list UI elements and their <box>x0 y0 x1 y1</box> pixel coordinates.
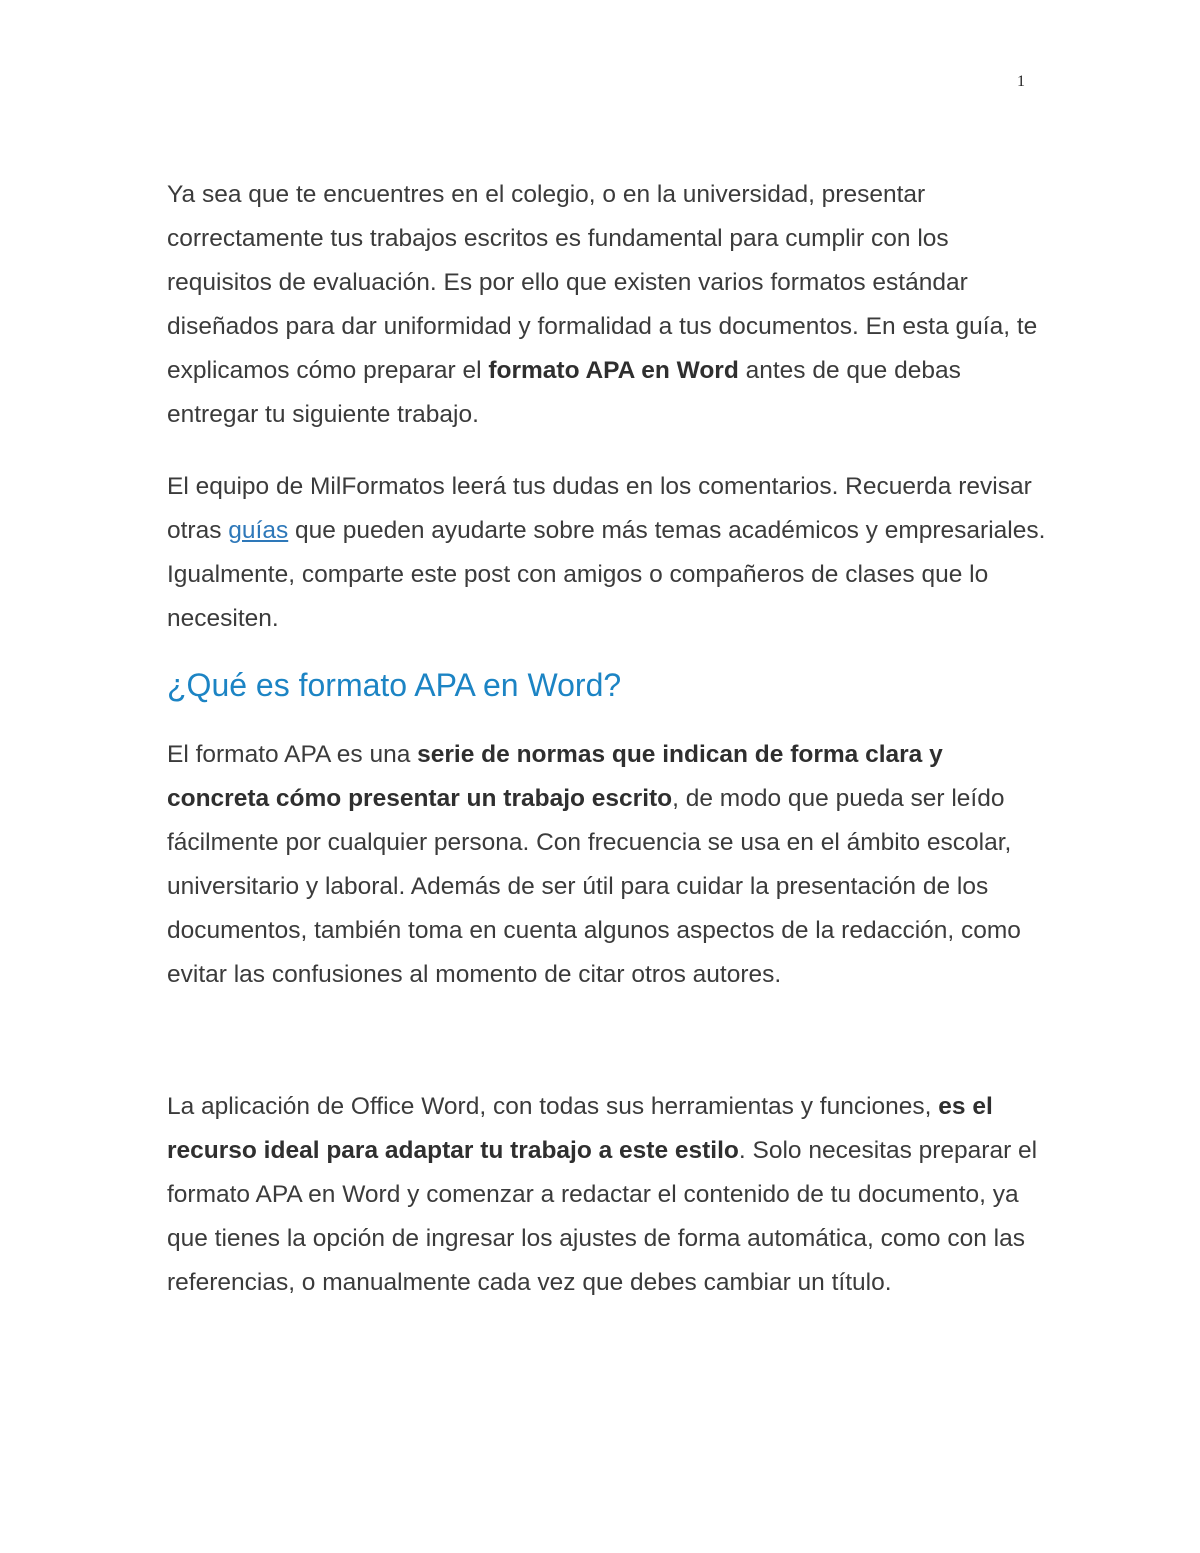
section-heading: ¿Qué es formato APA en Word? <box>167 667 622 703</box>
intro-paragraph <box>167 173 1047 437</box>
team-text-start: El equipo de MilFormatos leerá tus dudas en los comentarios. Recuerda revisar otras <box>167 473 1032 544</box>
definition-text-end: , de modo que pueda ser leído fácilmente por cualquier persona. Con frecuencia se usa en el ámbito escolar, universitario y laboral. Además de ser útil para cuidar la presentación de los documentos, también toma en cuenta algunos aspectos de la redacción, como evitar las confusiones al momento de citar otros autores. <box>167 785 1021 988</box>
team-text-end: que pueden ayudarte sobre más temas académicos y empresariales. Igualmente, comparte este post con amigos o compañeros de clases que lo necesiten. <box>167 517 1046 632</box>
word-text-end: . Solo necesitas preparar el formato APA en Word y comenzar a redactar el contenido de tu documento, ya que tienes la opción de ingresar los ajustes de forma automática, como con las referencias, o manualmente cada vez que debes cambiar un título. <box>167 1137 1038 1296</box>
document-body <box>167 173 1047 1305</box>
definition-text-start: El formato APA es una <box>167 741 418 768</box>
guias-link[interactable]: guías <box>228 517 289 544</box>
page-number: 1 <box>1017 73 1025 90</box>
team-paragraph <box>167 465 1047 641</box>
word-bold-phrase: es el recurso ideal para adaptar tu trabajo a este estilo <box>167 1093 993 1164</box>
intro-text-end: antes de que debas entregar tu siguiente trabajo. <box>167 357 961 428</box>
word-text-start: La aplicación de Office Word, con todas sus herramientas y funciones, <box>167 1093 939 1120</box>
word-application-paragraph <box>167 1085 1047 1305</box>
intro-bold-phrase: formato APA en Word <box>488 357 739 384</box>
apa-definition-paragraph <box>167 733 1047 997</box>
intro-text-start: Ya sea que te encuentres en el colegio, o en la universidad, presentar correctamente tus trabajos escritos es fundamental para cumplir con los requisitos de evaluación. Es por ello que existen varios formatos estándar diseñados para dar uniformidad y formalidad a tus documentos. En esta guía, te explicamos cómo preparar el <box>167 181 1038 384</box>
definition-bold-phrase: serie de normas que indican de forma clara y concreta cómo presentar un trabajo escrito <box>167 741 943 812</box>
